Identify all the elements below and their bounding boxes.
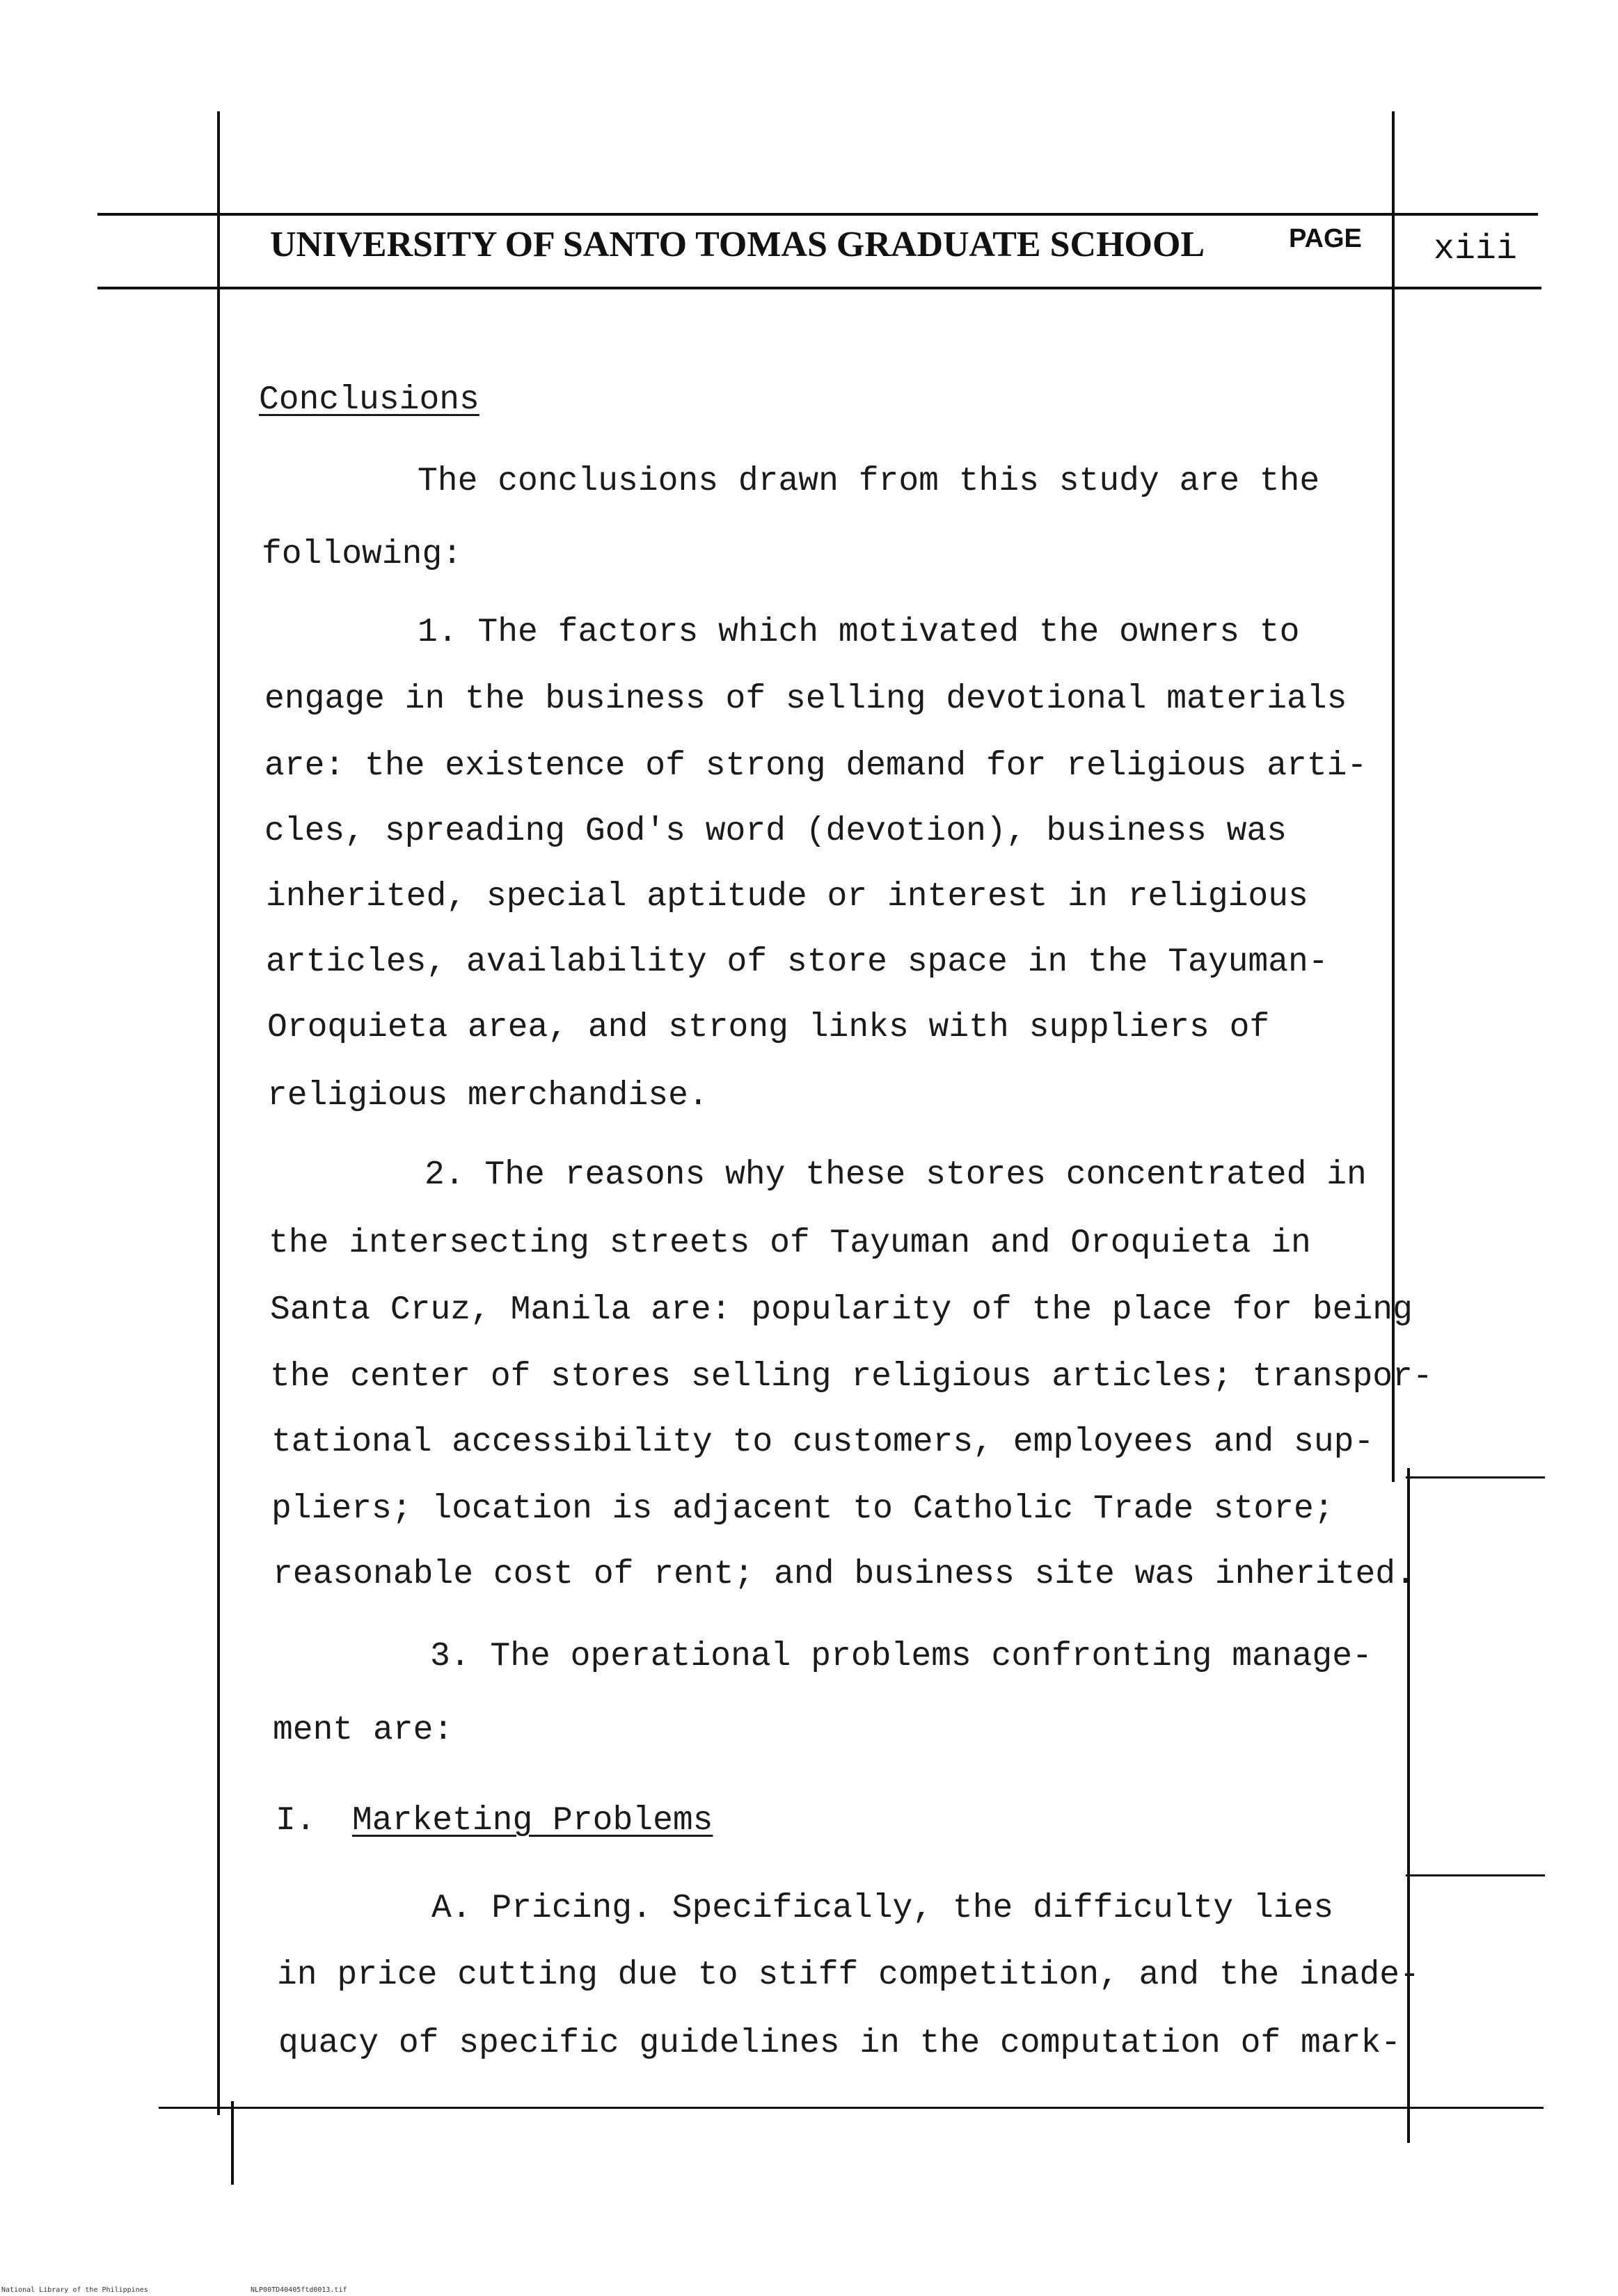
section-heading: Conclusions	[259, 381, 479, 419]
text-line: inherited, special aptitude or interest in religious	[266, 878, 1308, 916]
right-tab-line-1	[1406, 1476, 1545, 1478]
text-line: cles, spreading God's word (devotion), business was	[264, 813, 1287, 850]
text-line: quacy of specific guidelines in the computation of mark-	[278, 2025, 1402, 2062]
text-line: following:	[262, 536, 463, 573]
text-line: in price cutting due to stiff competition, and the inade-	[277, 1956, 1420, 1994]
bottom-line	[159, 2107, 1544, 2109]
text-line: ment are:	[273, 1712, 454, 1749]
page-number: xiii	[1434, 230, 1518, 269]
text-line: tational accessibility to customers, employees and sup-	[271, 1424, 1374, 1461]
text-line: articles, availability of store space in the Tayuman-	[266, 943, 1328, 981]
right-margin-line-top	[1392, 111, 1395, 1482]
subheading: Marketing Problems	[352, 1802, 713, 1840]
text-line: Oroquieta area, and strong links with suppliers of	[267, 1009, 1270, 1046]
text-line: are: the existence of strong demand for religious arti-	[264, 747, 1367, 785]
text-line: reasonable cost of rent; and business site was inherited.	[273, 1556, 1415, 1593]
archive-file-id: NLP00TD40405ftd0013.tif	[251, 2286, 347, 2294]
text-line: pliers; location is adjacent to Catholic Trade store;	[271, 1490, 1334, 1528]
text-line: engage in the business of selling devotional materials	[264, 680, 1347, 718]
institution-title: UNIVERSITY OF SANTO TOMAS GRADUATE SCHOOL	[270, 225, 1205, 264]
text-line: 1. The factors which motivated the owners to	[418, 614, 1300, 651]
text-line: 2. The reasons why these stores concentrated in	[425, 1156, 1367, 1194]
text-line: 3. The operational problems confronting manage-	[430, 1638, 1372, 1675]
page-label: PAGE	[1289, 224, 1362, 253]
text-line: Santa Cruz, Manila are: popularity of the place for being	[270, 1291, 1413, 1329]
text-line: the center of stores selling religious articles; transpor-	[270, 1358, 1433, 1396]
text-line: A. Pricing. Specifically, the difficulty lies	[431, 1890, 1334, 1927]
header-top-line	[97, 213, 1538, 216]
archive-footer: National Library of the Philippines	[1, 2286, 148, 2294]
header-bottom-line	[97, 287, 1541, 289]
left-margin-line-bottom	[231, 2101, 234, 2185]
text-line: The conclusions drawn from this study are the	[418, 463, 1320, 500]
right-tab-line-2	[1406, 1874, 1545, 1876]
left-margin-line-top	[217, 111, 220, 2115]
text-line: the intersecting streets of Tayuman and Oroquieta in	[269, 1225, 1311, 1262]
subheading-numeral: I.	[276, 1802, 316, 1840]
text-line: religious merchandise.	[267, 1077, 708, 1115]
